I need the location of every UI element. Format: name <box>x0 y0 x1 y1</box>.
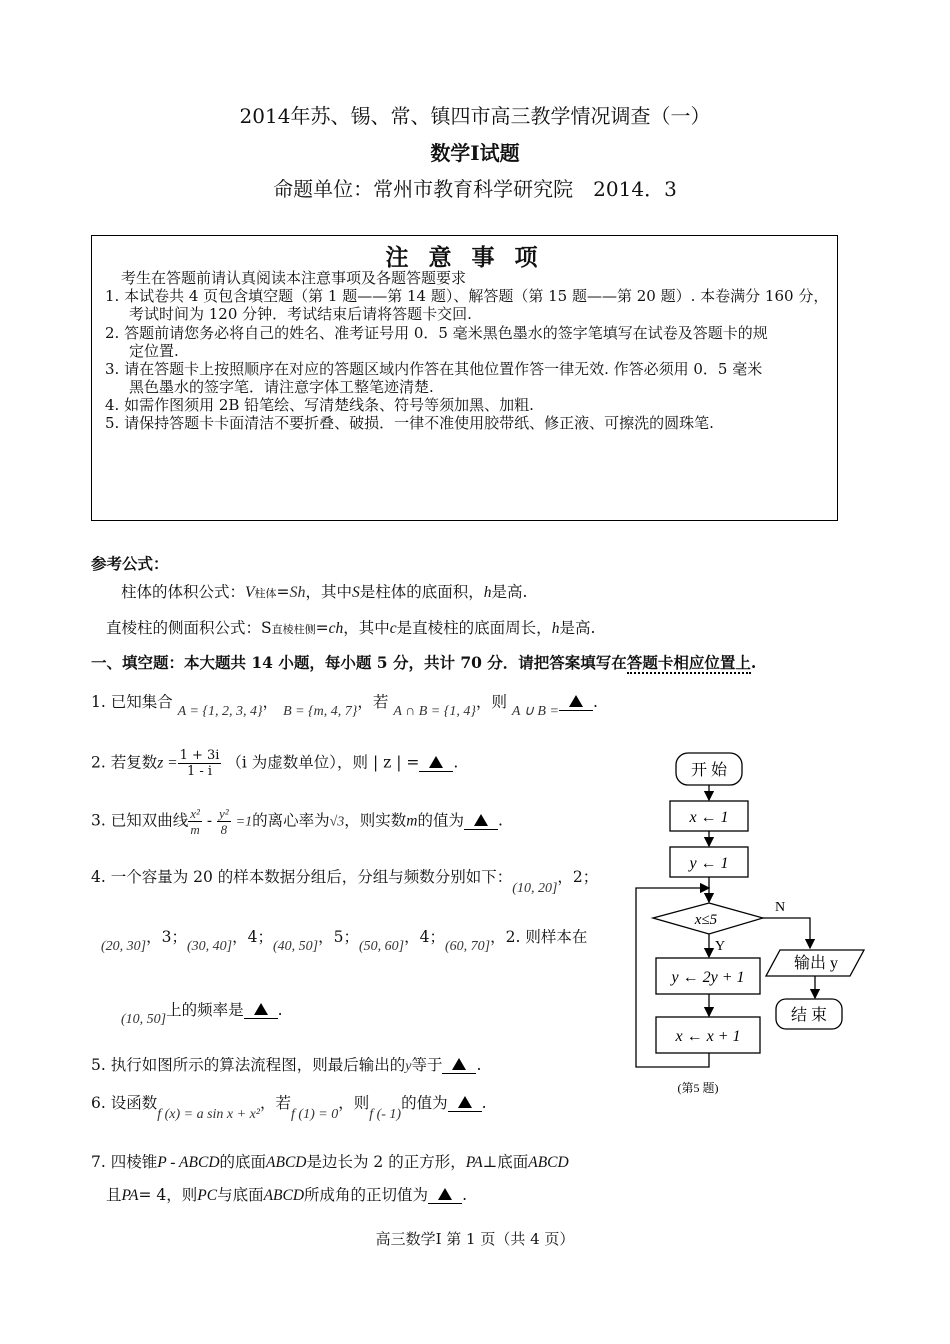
formula-text: ，其中 <box>305 583 352 601</box>
q-text: ，2. 则样本在 <box>490 928 588 946</box>
answer-blank[interactable] <box>442 1057 476 1074</box>
q-text: 6. 设函数 <box>91 1094 158 1112</box>
formula-text: 是柱体的底面积， <box>359 583 484 601</box>
q-text: = 4，则 <box>138 1186 198 1204</box>
q-text: ， <box>262 693 279 711</box>
question-4-line2 <box>101 925 588 954</box>
q-text: 3. 已知双曲线 <box>91 811 189 830</box>
set-union: A ∪ B = <box>511 704 559 719</box>
triangle-icon <box>452 1058 466 1070</box>
numerator: x² <box>190 806 200 821</box>
question-3 <box>91 806 503 837</box>
interval: (10, 50] <box>121 1012 167 1027</box>
flow-start-label: 开 始 <box>690 762 728 779</box>
denominator: 1 - i <box>186 764 213 779</box>
page-footer: 高三数学Ⅰ 第 1 页（共 4 页） <box>375 1230 575 1248</box>
q-text: 且 <box>106 1186 122 1204</box>
q-text: 4. 一个容量为 20 的样本数据分组后，分组与频数分别如下： <box>91 868 513 886</box>
q-text: . <box>476 1056 482 1074</box>
formula-text: ，其中 <box>343 619 390 637</box>
answer-blank[interactable] <box>448 1095 482 1112</box>
equation: =1 <box>235 814 253 830</box>
flow-no-label: N <box>774 900 786 915</box>
function-value: f (1) = 0 <box>291 1107 339 1122</box>
fraction <box>188 806 202 837</box>
notice-item: 4. 如需作图须用 2B 铅笔绘、写清楚线条、符号等须加黑、加粗. <box>105 396 534 414</box>
question-7-line1 <box>91 1150 569 1172</box>
flow-s2-label: y ← 1 <box>689 855 729 872</box>
q-text: ，则 <box>338 1094 370 1112</box>
math-expr: PA <box>121 1187 139 1204</box>
q-text: 1. 已知集合 <box>91 693 173 711</box>
flow-caption: (第5 题) <box>677 1081 719 1095</box>
q-text: . <box>592 693 598 711</box>
formula-var: ch <box>328 620 344 637</box>
q-text: 2. 若复数 <box>91 753 158 772</box>
q-text: . <box>498 811 503 830</box>
numerator: y² <box>219 806 229 821</box>
interval: (50, 60] <box>359 939 405 954</box>
flow-end-label: 结 束 <box>790 1007 828 1024</box>
question-4-line1 <box>91 865 599 896</box>
q-text: . <box>462 1186 467 1204</box>
flow-out-label: 输出 y <box>793 955 839 972</box>
q-text: 7. 四棱锥 <box>91 1153 158 1171</box>
notice-item: 定位置. <box>129 342 179 360</box>
formula-lateral-area <box>106 616 595 638</box>
complex-z: z = <box>157 754 178 772</box>
exam-subject: 数学Ⅰ试题 <box>430 141 520 165</box>
q-text: ⊥底面 <box>482 1153 529 1171</box>
q-text: ，2； <box>557 868 599 886</box>
q-text: ，5； <box>318 928 359 946</box>
q-text: . <box>481 1094 487 1112</box>
formula-text: = <box>276 583 290 601</box>
formula-var: Sh <box>289 584 306 601</box>
question-4-line3 <box>121 998 283 1027</box>
notice-item: 3. 请在答题卡上按照顺序在对应的答题区域内作答在其他位置作答一律无效. 作答必须用 0．5 毫米 <box>105 360 763 378</box>
q-text: 5. 执行如图所示的算法流程图，则最后输出的 <box>91 1056 406 1074</box>
interval: (40, 50] <box>273 939 319 954</box>
q-text: . <box>277 1001 283 1019</box>
formula-var: V <box>245 584 255 601</box>
set-intersection: A ∩ B = {1, 4} <box>393 704 476 719</box>
notice-title: 注 意 事 项 <box>385 244 544 271</box>
section-emphasis: 答题卡相应位置上 <box>626 653 751 672</box>
numerator: 1 + 3i <box>179 748 220 763</box>
flow-yes-label: Y <box>714 939 726 954</box>
notice-intro: 考生在答题前请认真阅读本注意事项及各题答题要求 <box>121 269 467 287</box>
notice-item: 2. 答题前请您务必将自己的姓名、准考证号用 0．5 毫米黑色墨水的签字笔填写在试卷及答题卡的规 <box>105 324 768 342</box>
triangle-icon <box>438 1188 452 1200</box>
exam-title: 2014年苏、锡、常、镇四市高三教学情况调查（一） <box>239 104 711 128</box>
answer-blank[interactable] <box>559 694 593 711</box>
interval: (30, 40] <box>187 939 233 954</box>
formula-sub: 柱体 <box>254 587 277 600</box>
q-text: ，则 <box>475 693 507 711</box>
q-text: 的底面 <box>219 1153 267 1171</box>
answer-blank[interactable] <box>428 1187 462 1204</box>
q-text: 是边长为 2 的正方形， <box>306 1153 466 1171</box>
formula-var: h <box>551 620 560 637</box>
question-7-line2 <box>106 1183 467 1205</box>
triangle-icon <box>429 756 443 768</box>
q-text: 与底面 <box>217 1186 264 1204</box>
formula-prism-volume <box>121 580 527 602</box>
notice-box <box>91 235 838 521</box>
q-text: . <box>453 753 459 772</box>
flow-cond-label: x≤5 <box>694 912 718 928</box>
var-y: y <box>405 1059 412 1074</box>
q-text: - <box>206 811 213 830</box>
triangle-icon <box>569 695 583 707</box>
q-text: （i 为虚数单位），则 | z | = <box>226 753 420 772</box>
formula-text: = <box>315 619 329 637</box>
q-text: ，4； <box>404 928 445 946</box>
q-text: 上的频率是 <box>166 1001 244 1019</box>
notice-item: 1. 本试卷共 4 页包含填空题（第 1 题——第 14 题）、解答题（第 15 题——第 20 题）. 本卷满分 160 分， <box>105 287 829 305</box>
question-1 <box>91 690 598 719</box>
interval: (20, 30] <box>101 939 147 954</box>
formula-text: 是高. <box>559 619 596 637</box>
formula-var: c <box>389 620 397 637</box>
function-value: f (- 1) <box>369 1107 402 1122</box>
question-2 <box>91 748 458 779</box>
answer-blank[interactable] <box>464 813 498 830</box>
triangle-icon <box>458 1096 472 1108</box>
math-expr: PA <box>465 1154 483 1171</box>
denominator: 8 <box>220 822 228 837</box>
q-text: 的值为 <box>401 1094 448 1112</box>
formula-sub: 直棱柱侧 <box>271 623 316 636</box>
section-text: 一、填空题：本大题共 14 小题，每小题 5 分，共计 70 分．请把答案填写在 <box>91 653 627 672</box>
math-expr: ABCD <box>266 1154 307 1171</box>
triangle-icon <box>474 814 488 826</box>
notice-item: 考试时间为 120 分钟．考试结束后请将答题卡交回. <box>129 305 472 323</box>
triangle-icon <box>254 1003 268 1015</box>
section-heading <box>91 651 756 673</box>
question-5 <box>91 1053 481 1075</box>
flow-s3-label: y ← 2y + 1 <box>671 969 745 986</box>
interval: (60, 70] <box>445 939 491 954</box>
answer-blank[interactable] <box>419 755 453 772</box>
flow-s1-label: x ← 1 <box>689 809 729 826</box>
q-text: 的值为 <box>417 811 465 830</box>
q-text: ，若 <box>260 1094 292 1112</box>
q-text: 等于 <box>411 1056 443 1074</box>
formula-var: h <box>483 584 492 601</box>
formula-heading: 参考公式： <box>91 554 169 573</box>
notice-item: 5. 请保持答题卡卡面清洁不要折叠、破损．一律不准使用胶带纸、修正液、可擦洗的圆珠笔. <box>105 414 714 432</box>
math-expr: ABCD <box>263 1187 305 1204</box>
q-text: ，则实数 <box>344 811 407 830</box>
var-m: m <box>406 812 418 830</box>
formula-text: 是直棱柱的底面周长， <box>396 619 552 637</box>
answer-blank[interactable] <box>244 1002 278 1019</box>
notice-item: 黑色墨水的签字笔．请注意字体工整笔迹清楚. <box>129 378 434 396</box>
flowchart <box>620 740 880 1100</box>
set-b: B = {m, 4, 7} <box>283 704 358 719</box>
q-text: ，3； <box>146 928 187 946</box>
exam-author: 命题单位：常州市教育科学研究院 2014．3 <box>273 177 677 201</box>
q-text: 所成角的正切值为 <box>304 1186 429 1204</box>
interval: (10, 20] <box>512 881 558 896</box>
question-6 <box>91 1091 487 1122</box>
fraction <box>217 806 231 837</box>
formula-text: 直棱柱的侧面积公式：S <box>106 619 272 637</box>
fraction <box>178 748 222 779</box>
formula-var: S <box>352 584 360 601</box>
math-expr: P - ABCD <box>157 1154 220 1171</box>
formula-text: 柱体的体积公式： <box>121 583 246 601</box>
sqrt: √3 <box>329 814 345 830</box>
q-text: ，4； <box>232 928 273 946</box>
denominator: m <box>190 822 200 837</box>
function-def: f (x) = a sin x + x² <box>157 1107 261 1122</box>
formula-text: 是高. <box>491 583 528 601</box>
set-a: A = {1, 2, 3, 4} <box>177 704 263 719</box>
flow-s4-label: x ← x + 1 <box>675 1028 741 1045</box>
math-expr: PC <box>197 1187 218 1204</box>
section-text: . <box>750 653 757 672</box>
q-text: 的离心率为 <box>252 811 330 830</box>
math-expr: ABCD <box>528 1154 569 1171</box>
q-text: ，若 <box>357 693 389 711</box>
